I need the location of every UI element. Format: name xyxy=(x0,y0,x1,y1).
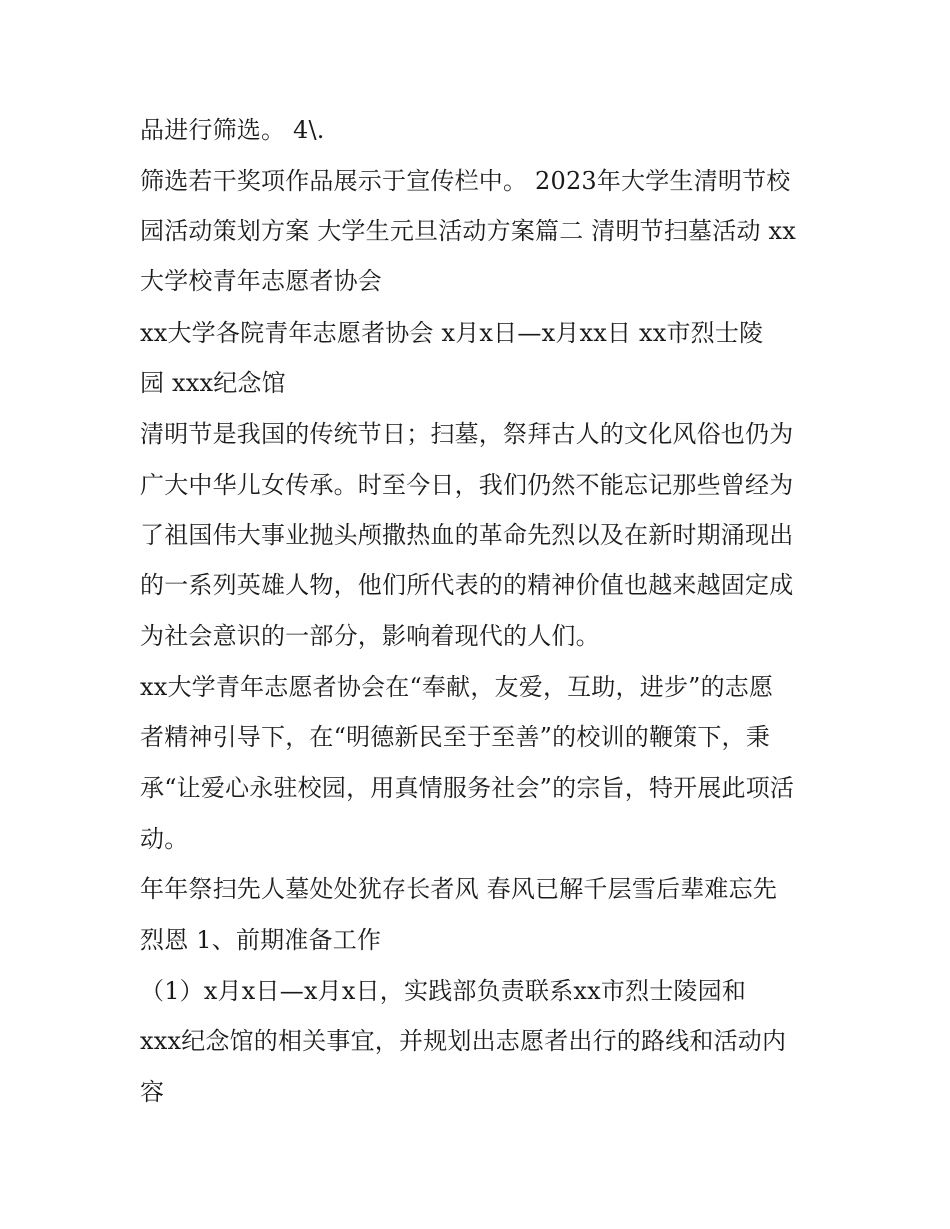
text-line: 了祖国伟大事业抛头颅撒热血的革命先烈以及在新时期涌现出 xyxy=(140,521,794,549)
text-line: 园活动策划方案 大学生元旦活动方案篇二 清明节扫墓活动 xx xyxy=(140,217,796,245)
text-line: xx大学青年志愿者协会在“奉献，友爱，互助，进步”的志愿 xyxy=(140,673,774,701)
text-line: 大学校青年志愿者协会 xyxy=(140,267,382,295)
text-line: 承“让爱心永驻校园，用真情服务社会”的宗旨，特开展此项活 xyxy=(140,774,795,802)
text-line: 广大中华儿女传承。时至今日，我们仍然不能忘记那些曾经为 xyxy=(140,471,794,499)
text-line: 筛选若干奖项作品展示于宣传栏中。 2023年大学生清明节校 xyxy=(140,167,791,195)
text-line: 烈恩 1、前期准备工作 xyxy=(140,926,382,954)
text-line: 园 xxx纪念馆 xyxy=(140,369,286,397)
text-line: 动。 xyxy=(140,825,189,853)
text-line: 容 xyxy=(140,1078,165,1106)
text-line: 的一系列英雄人物，他们所代表的的精神价值也越来越固定成 xyxy=(140,571,794,599)
text-line: 者精神引导下，在“明德新民至于至善”的校训的鞭策下，秉 xyxy=(140,723,770,751)
text-line: 品进行筛选。 4\. xyxy=(140,116,325,144)
text-line: 为社会意识的一部分，影响着现代的人们。 xyxy=(140,622,600,650)
text-line: 年年祭扫先人墓处处犹存长者风 春风已解千层雪后辈难忘先 xyxy=(140,875,778,903)
text-line: （1）x月x日—x月x日，实践部负责联系xx市烈士陵园和 xyxy=(140,977,747,1005)
text-line: xxx纪念馆的相关事宜，并规划出志愿者出行的路线和活动内 xyxy=(140,1027,787,1055)
text-line: xx大学各院青年志愿者协会 x月x日—x月xx日 xx市烈士陵 xyxy=(140,319,764,347)
text-line: 清明节是我国的传统节日；扫墓，祭拜古人的文化风俗也仍为 xyxy=(140,420,794,448)
